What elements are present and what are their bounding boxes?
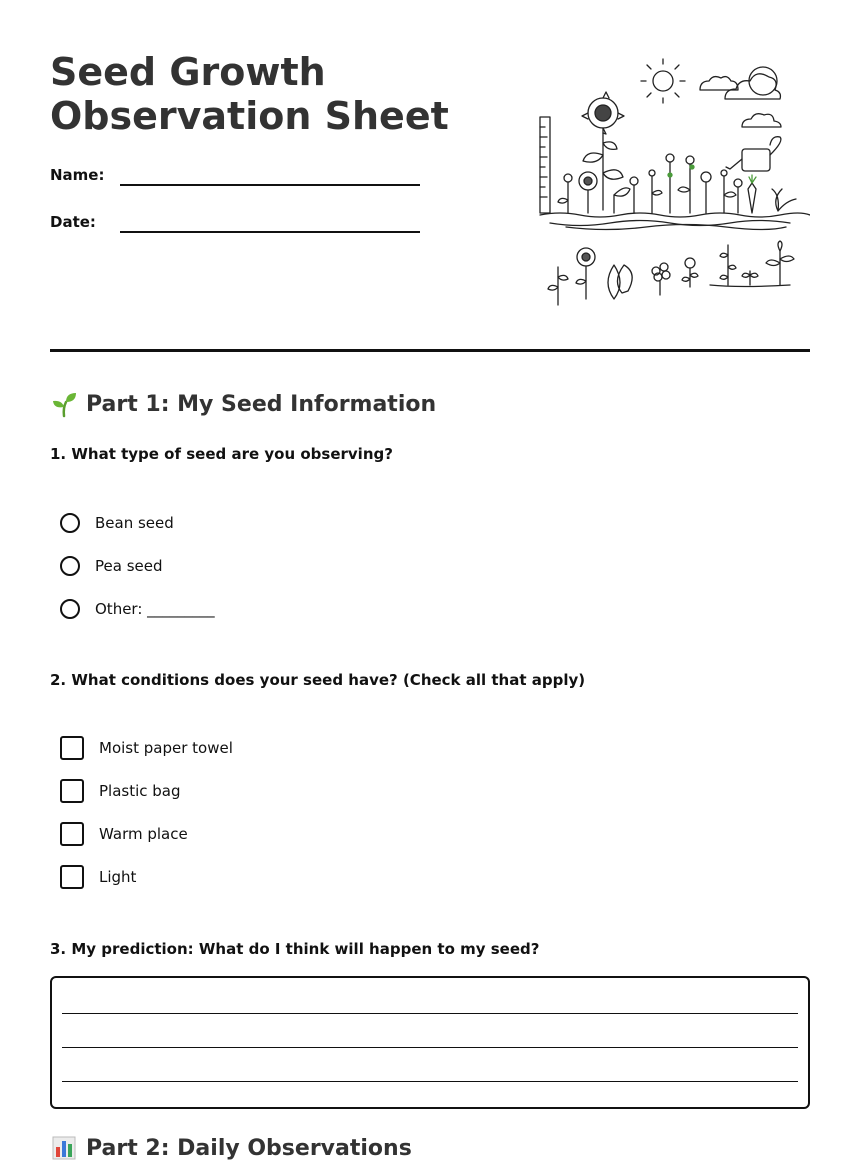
date-label: Date: [50, 213, 96, 231]
question-1: 1. What type of seed are you observing? [50, 445, 393, 463]
option-label: Pea seed [95, 557, 163, 575]
option-label: Moist paper towel [99, 739, 233, 757]
seedlings-row [558, 154, 796, 213]
part1-heading [50, 390, 436, 418]
title-line-1: Seed Growth [50, 50, 326, 94]
date-input-line[interactable] [120, 231, 420, 233]
seed-option-other[interactable] [60, 597, 215, 621]
section-divider [50, 349, 810, 352]
option-label: Warm place [99, 825, 188, 843]
prediction-answer-box[interactable] [50, 976, 810, 1109]
option-label: Bean seed [95, 514, 174, 532]
checkbox[interactable] [60, 736, 84, 760]
checkbox[interactable] [60, 779, 84, 803]
radio-button[interactable] [60, 556, 80, 576]
question-2: 2. What conditions does your seed have? (Check all that apply) [50, 671, 586, 689]
option-label: Plastic bag [99, 782, 181, 800]
page-title [50, 50, 490, 138]
option-label: Light [99, 868, 137, 886]
part1-heading-text: Part 1: My Seed Information [86, 391, 437, 417]
condition-option-moist-paper-towel[interactable] [60, 736, 233, 760]
garden-plants-illustration [530, 55, 810, 315]
radio-button[interactable] [60, 513, 80, 533]
seed-option-bean[interactable] [60, 511, 174, 535]
cloud-icon [700, 67, 781, 127]
part2-heading-text: Part 2: Daily Observations [86, 1135, 412, 1161]
option-label: Other: _________ [95, 600, 215, 618]
condition-option-warm-place[interactable] [60, 822, 188, 846]
sun-icon [641, 59, 685, 103]
watering-can-icon [726, 137, 781, 171]
writing-line [62, 1081, 798, 1082]
ruler-icon [540, 117, 550, 213]
writing-line [62, 1013, 798, 1014]
seed-option-pea[interactable] [60, 554, 163, 578]
sprout-icon [50, 390, 78, 418]
name-label: Name: [50, 166, 105, 184]
lower-plants-row [548, 241, 794, 305]
condition-option-light[interactable] [60, 865, 136, 889]
name-input-line[interactable] [120, 184, 420, 186]
checkbox[interactable] [60, 822, 84, 846]
checkbox[interactable] [60, 865, 84, 889]
question-3: 3. My prediction: What do I think will happen to my seed? [50, 940, 540, 958]
part2-heading [50, 1134, 412, 1162]
bar-chart-icon [50, 1134, 78, 1162]
title-line-2: Observation Sheet [50, 94, 449, 138]
radio-button[interactable] [60, 599, 80, 619]
writing-line [62, 1047, 798, 1048]
condition-option-plastic-bag[interactable] [60, 779, 181, 803]
